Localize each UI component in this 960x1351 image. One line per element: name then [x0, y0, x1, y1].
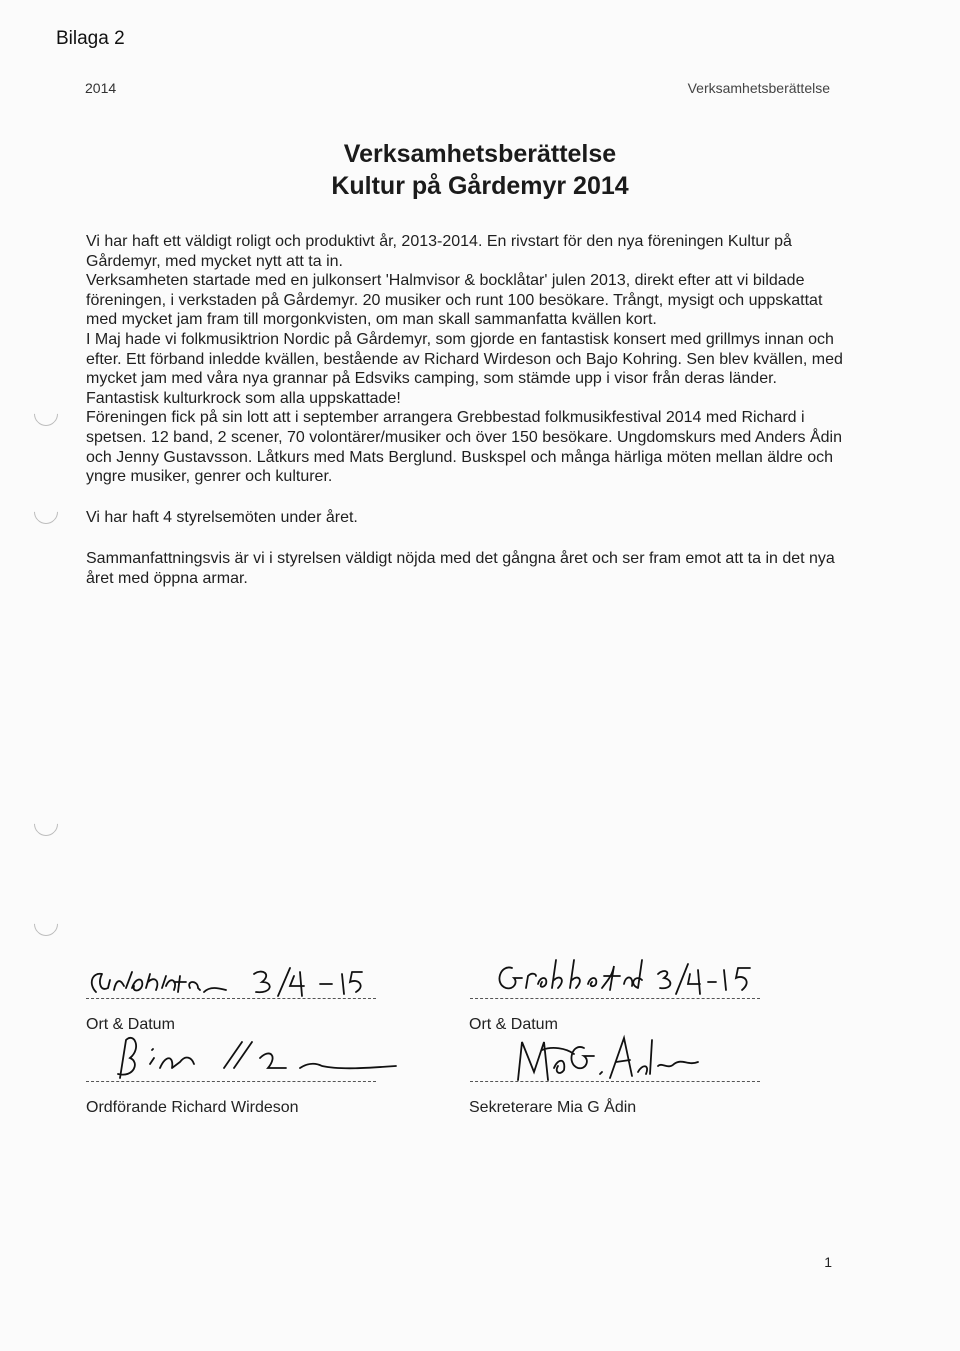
paragraph-intro: Vi har haft ett väldigt roligt och produktivt år, 2013-2014. En rivstart för den nya föreningen Kultur på Gårdemyr, med mycket nytt att ta in. — [86, 233, 792, 270]
handwritten-signature-secretary — [512, 1028, 702, 1088]
paragraph-may-concert: I Maj hade vi folkmusiktrion Nordic på Gårdemyr, som gjorde en fantastisk konsert med grillmys innan och efter. Ett förband inledde kvällen, bestående av Richard Wirdeson och Bajo Kohring. Sen blev kvällen, med mycket jam med våra nya grannar på Edsviks camping, som stämde upp i visor från deras länder. Fantastisk kulturkrock som alla uppskattade! — [86, 330, 843, 407]
handwritten-signature-chair — [100, 1028, 400, 1088]
punch-hole — [29, 907, 63, 941]
signature-line-chair — [86, 1081, 376, 1082]
handwritten-place-date-right — [492, 954, 782, 1000]
place-date-label-right: Ort & Datum — [469, 1016, 558, 1033]
paragraph-christmas-concert: Verksamheten startade med en julkonsert 'Halmvisor & bocklåtar' julen 2013, direkt efter att vi bildade föreningen, i verkstaden på Gårdemyr. 20 musiker och runt 100 besökare. Trångt, mysigt och uppskattat med mycket jam fram till morgonkvisten, om man skall sammanfatta kvällen kort. — [86, 272, 823, 329]
place-date-label-left: Ort & Datum — [86, 1016, 175, 1033]
paragraph-board-meetings: Vi har haft 4 styrelsemöten under året. — [86, 508, 358, 526]
punch-hole — [29, 807, 63, 841]
paragraph-summary: Sammanfattningsvis är vi i styrelsen väldigt nöjda med det gångna året och ser fram emot att ta in det nya året med öppna armar. — [86, 550, 835, 587]
chair-signature-label: Ordförande Richard Wirdeson — [86, 1099, 299, 1116]
signature-line-place-right — [470, 998, 760, 999]
secretary-signature-label: Sekreterare Mia G Ådin — [469, 1099, 637, 1116]
paragraph-folk-festival: Föreningen fick på sin lott att i september arrangera Grebbestad folkmusikfestival 2014 med Richard i spetsen. 12 band, 2 scener, 70 volontärer/musiker och över 150 besökare. Ungdomskurs med Anders Ådin och Jenny Gustavsson. Låtkurs med Mats Berglund. Buskspel och många härliga möten mellan äldre och yngre musiker, genrer och kulturer. — [86, 409, 842, 486]
title-line-1: Verksamhetsberättelse — [343, 140, 617, 168]
title-line-2: Kultur på Gårdemyr 2014 — [331, 172, 629, 200]
header-document-name: Verksamhetsberättelse — [687, 80, 830, 96]
signature-line-secretary — [470, 1081, 760, 1082]
attachment-label: Bilaga 2 — [56, 28, 125, 49]
header-year: 2014 — [85, 80, 117, 96]
handwritten-place-date-left — [86, 962, 366, 1002]
document-title — [0, 138, 960, 202]
report-body — [86, 232, 846, 589]
punch-hole — [29, 495, 63, 529]
signature-line-place-left — [86, 998, 376, 999]
page-number: 1 — [824, 1254, 832, 1270]
punch-hole — [29, 397, 63, 431]
